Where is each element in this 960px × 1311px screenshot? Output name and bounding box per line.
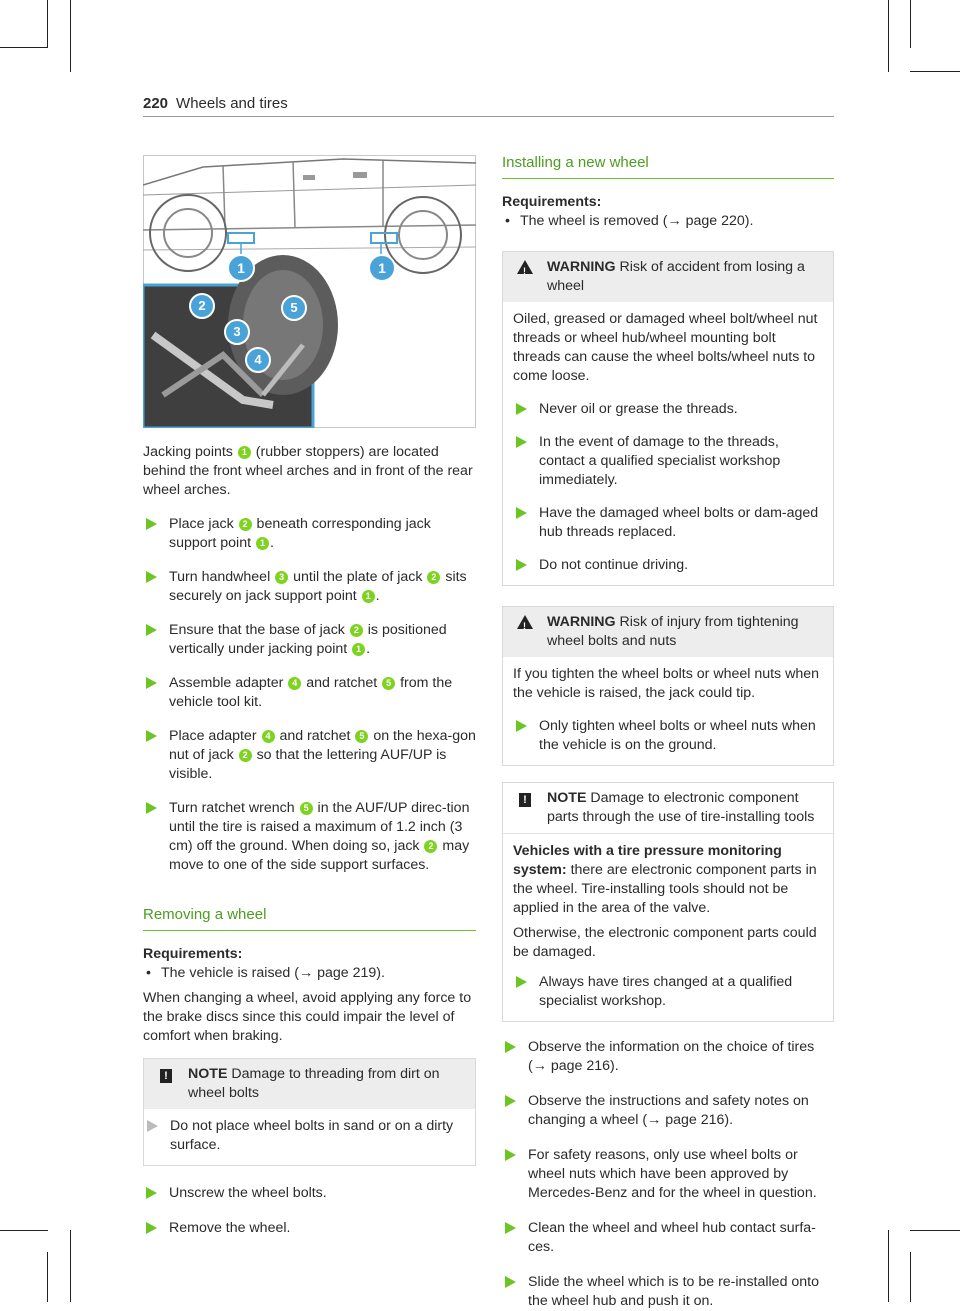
jacking-steps xyxy=(143,515,476,875)
step-arrow-icon xyxy=(146,1222,157,1234)
warning-label: WARNING xyxy=(547,614,616,630)
step-arrow-icon xyxy=(146,624,157,636)
instruction-step: Only tighten wheel bolts or wheel nuts when the vehicle is on the ground. xyxy=(513,717,823,755)
crop-mark xyxy=(888,1230,889,1302)
instruction-step: Place adapter 4 and ratchet 5 on the hexa-gon nut of jack 2 so that the lettering AUF/UP is visible. xyxy=(143,727,476,784)
instruction-step: Clean the wheel and wheel hub contact surfa-ces. xyxy=(502,1219,834,1257)
warning-steps xyxy=(513,717,823,755)
removing-note-body xyxy=(144,1109,475,1165)
warning-text: Oiled, greased or damaged wheel bolt/wheel nut threads or wheel hub/wheel mounting bolt threads can cause the wheel bolts/wheel nuts to come loose. xyxy=(513,311,818,384)
step-arrow-icon xyxy=(516,976,527,988)
step-arrow-icon xyxy=(505,1276,516,1288)
crop-mark xyxy=(888,0,889,72)
jacking-illustration xyxy=(143,155,476,428)
removing-body: When changing a wheel, avoid applying any force to the brake discs since this could impair the level of comfort when braking. xyxy=(143,990,472,1044)
step-arrow-icon xyxy=(516,559,527,571)
warning-box-2 xyxy=(502,606,834,766)
header-divider xyxy=(143,116,834,117)
crop-mark xyxy=(70,1230,71,1302)
removing-note-head xyxy=(144,1059,475,1109)
instruction-step: Never oil or grease the threads. xyxy=(513,400,823,419)
note-text: Vehicles with a tire pressure monitoring system: there are electronic component parts in the wheel. Tire-installing tools should not be applied in the area of the valve. xyxy=(513,843,817,916)
step-arrow-icon xyxy=(516,403,527,415)
callout-adapter: 4 xyxy=(245,347,271,373)
callout-number: 3 xyxy=(275,571,288,584)
note-box xyxy=(502,782,834,1022)
note-head xyxy=(503,783,833,833)
callout-jack: 2 xyxy=(189,293,215,319)
removing-step: Unscrew the wheel bolts. xyxy=(143,1184,476,1203)
note-label: NOTE xyxy=(188,1066,228,1082)
callout-ratchet: 5 xyxy=(281,295,307,321)
instruction-step: Slide the wheel which is to be re-installed onto the wheel hub and push it on. xyxy=(502,1273,834,1311)
instruction-step: Observe the information on the choice of tires (→ page 216). xyxy=(502,1038,834,1076)
removing-heading-rule xyxy=(143,930,476,931)
instruction-step: Turn ratchet wrench 5 in the AUF/UP direc-tion until the tire is raised a maximum of 1.2 inch (3 cm) off the ground. When doing so, jack 2 may move to one of the side support surfaces. xyxy=(143,799,476,875)
page-number: 220 xyxy=(143,95,169,112)
instruction-step: For safety reasons, only use wheel bolts or wheel nuts which have been approved by Mercedes-Benz and for the wheel in question. xyxy=(502,1146,834,1203)
callout-number: 1 xyxy=(352,643,365,656)
crop-mark xyxy=(910,0,911,48)
step-arrow-icon xyxy=(146,677,157,689)
callout-number: 1 xyxy=(256,537,269,550)
warning-steps xyxy=(513,400,823,575)
note-title: Damage to threading from dirt on wheel bolts xyxy=(188,1066,440,1101)
callout-handwheel: 3 xyxy=(224,319,250,345)
step-arrow-icon xyxy=(505,1095,516,1107)
crop-mark xyxy=(47,1252,48,1302)
callout-number: 2 xyxy=(427,571,440,584)
installing-heading: Installing a new wheel xyxy=(502,154,649,171)
step-arrow-icon xyxy=(505,1041,516,1053)
installing-requirement: • The wheel is removed (→ page 220). xyxy=(502,212,834,231)
intro-paragraph: Jacking points 1 (rubber stoppers) are located behind the front wheel arches and in front of the rear wheel arches. xyxy=(143,444,473,498)
installing-requirements-label: Requirements: xyxy=(502,194,602,210)
note-icon: ! xyxy=(160,1069,172,1083)
step-arrow-icon xyxy=(505,1222,516,1234)
step-arrow-icon xyxy=(505,1149,516,1161)
callout-jacking-point-rear: 1 xyxy=(368,254,396,282)
step-arrow-icon xyxy=(516,436,527,448)
step-arrow-icon xyxy=(146,571,157,583)
instruction-step: Do not continue driving. xyxy=(513,556,823,575)
step-arrow-icon xyxy=(147,1120,158,1132)
note-text-2: Otherwise, the electronic component parts could be damaged. xyxy=(513,925,817,960)
callout-number: 1 xyxy=(362,590,375,603)
instruction-step: Turn handwheel 3 until the plate of jack 2 sits securely on jack support point 1 . xyxy=(143,568,476,606)
callout-number: 4 xyxy=(288,677,301,690)
step-arrow-icon xyxy=(146,730,157,742)
step-arrow-icon xyxy=(516,507,527,519)
step-arrow-icon xyxy=(146,518,157,530)
removing-requirements-label: Requirements: xyxy=(143,946,243,962)
right-column xyxy=(502,153,834,1311)
note-body xyxy=(503,833,833,1021)
note-icon: ! xyxy=(519,793,531,807)
step-arrow-icon xyxy=(146,802,157,814)
instruction-step: Observe the instructions and safety notes on changing a wheel (→ page 216). xyxy=(502,1092,834,1130)
warning-head-1 xyxy=(503,252,833,302)
removing-step: Remove the wheel. xyxy=(143,1219,476,1238)
callout-number: 2 xyxy=(239,518,252,531)
instruction-step: Ensure that the base of jack 2 is positioned vertically under jacking point 1 . xyxy=(143,621,476,659)
warning-box-1 xyxy=(502,251,834,586)
warning-head-2 xyxy=(503,607,833,657)
warning-title: Risk of accident from losing a wheel xyxy=(547,259,805,294)
callout-number: 1 xyxy=(238,446,251,459)
warning-icon xyxy=(517,260,533,274)
note-step: Always have tires changed at a qualified specialist workshop. xyxy=(513,973,823,1011)
callout-number: 2 xyxy=(239,749,252,762)
crop-mark xyxy=(0,47,48,48)
callout-number: 2 xyxy=(424,840,437,853)
crop-mark xyxy=(910,71,960,72)
warning-title: Risk of injury from tightening wheel bolts and nuts xyxy=(547,614,799,649)
jacking-figure xyxy=(143,155,476,428)
crop-mark xyxy=(70,0,71,72)
warning-body-2 xyxy=(503,657,833,765)
instruction-step: Assemble adapter 4 and ratchet 5 from the vehicle tool kit. xyxy=(143,674,476,712)
note-step: Do not place wheel bolts in sand or on a dirty surface. xyxy=(144,1117,465,1155)
callout-number: 5 xyxy=(300,802,313,815)
step-arrow-icon xyxy=(146,1187,157,1199)
installing-heading-rule xyxy=(502,178,834,179)
left-column xyxy=(143,443,476,1238)
warning-icon xyxy=(517,615,533,629)
section-title: Wheels and tires xyxy=(176,95,288,112)
note-label: NOTE xyxy=(547,790,587,806)
removing-heading: Removing a wheel xyxy=(143,906,267,923)
crop-mark xyxy=(910,1252,911,1302)
removing-section xyxy=(143,905,476,1238)
instruction-step: Place jack 2 beneath corresponding jack support point 1 . xyxy=(143,515,476,553)
note-title: Damage to electronic component parts through the use of tire-installing tools xyxy=(547,790,815,825)
crop-mark xyxy=(47,0,48,48)
warning-label: WARNING xyxy=(547,259,616,275)
crop-mark xyxy=(0,1230,48,1231)
installing-steps xyxy=(502,1038,834,1311)
removing-note-box xyxy=(143,1058,476,1166)
callout-number: 5 xyxy=(382,677,395,690)
callout-jacking-point-front: 1 xyxy=(227,254,255,282)
callout-number: 2 xyxy=(350,624,363,637)
warning-body-1 xyxy=(503,302,833,585)
page-header xyxy=(143,95,288,112)
step-arrow-icon xyxy=(516,720,527,732)
callout-number: 5 xyxy=(355,730,368,743)
instruction-step: Have the damaged wheel bolts or dam-aged hub threads replaced. xyxy=(513,504,823,542)
warning-text: If you tighten the wheel bolts or wheel nuts when the vehicle is raised, the jack could tip. xyxy=(513,666,820,701)
instruction-step: In the event of damage to the threads, contact a qualified specialist workshop immediately. xyxy=(513,433,823,490)
crop-mark xyxy=(910,1230,960,1231)
removing-requirement: • The vehicle is raised (→ page 219). xyxy=(143,964,476,983)
callout-number: 4 xyxy=(262,730,275,743)
